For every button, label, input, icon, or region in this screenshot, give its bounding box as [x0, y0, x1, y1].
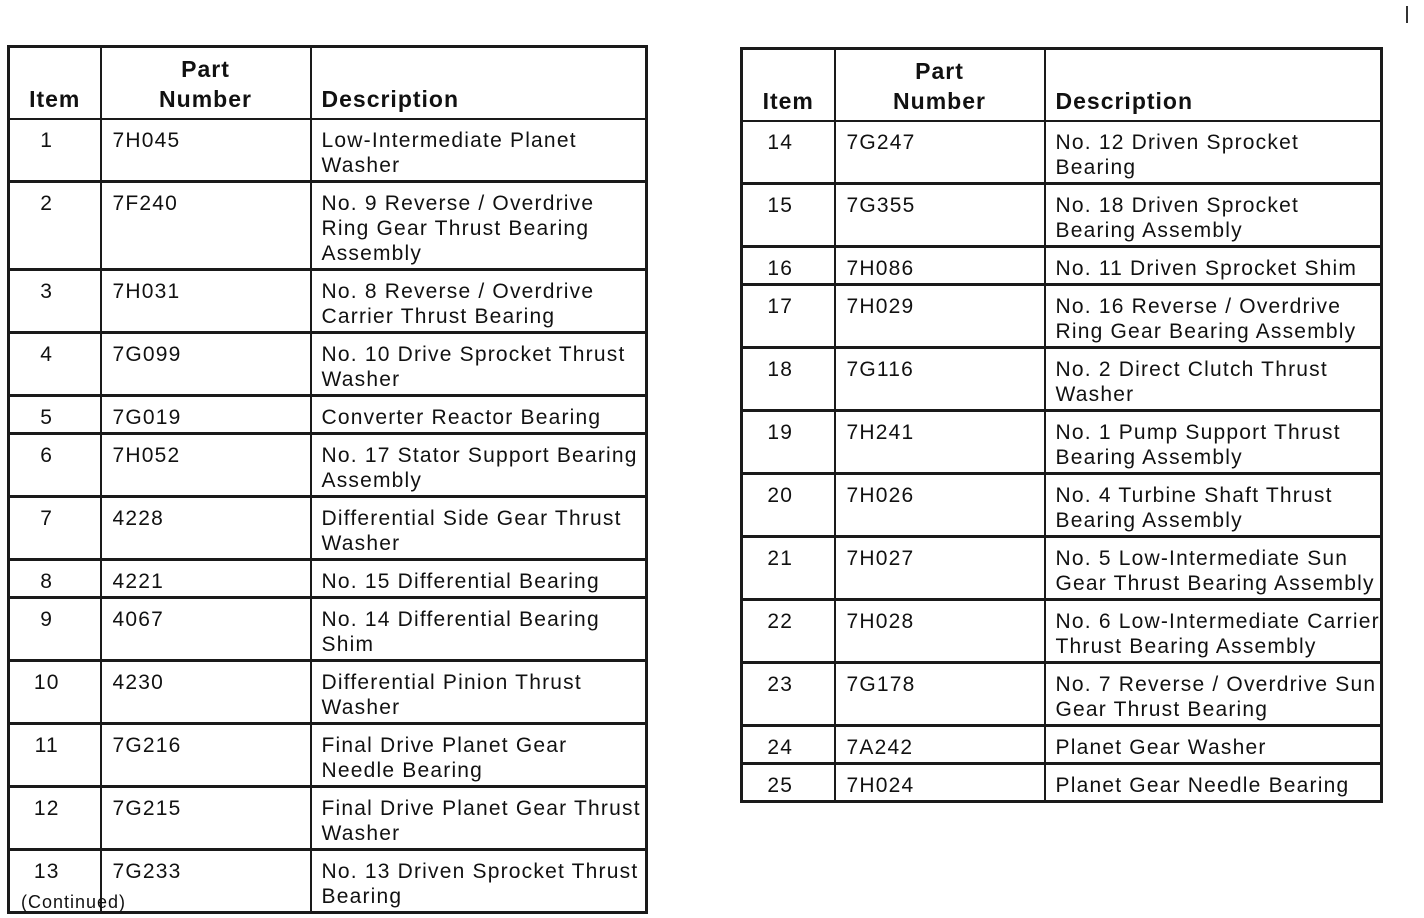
description-cell: Final Drive Planet Gear Thrust Washer [311, 786, 647, 849]
item-cell: 11 [9, 723, 101, 786]
description-cell: No. 12 Driven Sprocket Bearing [1045, 121, 1382, 184]
item-cell: 13 [9, 849, 101, 912]
table-row [742, 473, 1382, 536]
table-header-row [742, 49, 1382, 121]
part-number-cell: 7H031 [101, 269, 311, 332]
item-cell: 16 [742, 246, 835, 284]
description-cell: No. 10 Drive Sprocket Thrust Washer [311, 332, 647, 395]
table-row [9, 395, 647, 433]
description-cell: No. 5 Low-Intermediate Sun Gear Thrust Bearing Assembly [1045, 536, 1382, 599]
item-cell: 1 [9, 119, 101, 182]
table-row [9, 269, 647, 332]
item-cell: 24 [742, 725, 835, 763]
table-row [742, 536, 1382, 599]
description-cell: No. 17 Stator Support Bearing Assembly [311, 433, 647, 496]
part-number-cell: 7G216 [101, 723, 311, 786]
part-number-cell: 7G355 [835, 183, 1045, 246]
table-row [742, 662, 1382, 725]
item-cell: 25 [742, 763, 835, 801]
parts-table-right [740, 47, 1383, 803]
description-cell: Differential Side Gear Thrust Washer [311, 496, 647, 559]
item-cell: 21 [742, 536, 835, 599]
part-number-cell: 7H028 [835, 599, 1045, 662]
table-row [9, 660, 647, 723]
part-number-cell: 4221 [101, 559, 311, 597]
item-cell: 14 [742, 121, 835, 184]
description-cell: No. 7 Reverse / Overdrive Sun Gear Thrust Bearing [1045, 662, 1382, 725]
part-number-cell: 7F240 [101, 181, 311, 269]
header-part-number: Part Number [835, 49, 1045, 121]
part-number-cell: 7H029 [835, 284, 1045, 347]
table-row [9, 119, 647, 182]
description-cell: Final Drive Planet Gear Needle Bearing [311, 723, 647, 786]
description-cell: No. 14 Differential Bearing Shim [311, 597, 647, 660]
table-header-row [9, 47, 647, 119]
item-cell: 2 [9, 181, 101, 269]
table-row [9, 332, 647, 395]
item-cell: 23 [742, 662, 835, 725]
description-cell: No. 2 Direct Clutch Thrust Washer [1045, 347, 1382, 410]
part-number-cell: 7H024 [835, 763, 1045, 801]
table-row [742, 284, 1382, 347]
continued-note: (Continued) [21, 892, 127, 912]
item-cell: 5 [9, 395, 101, 433]
item-cell: 12 [9, 786, 101, 849]
description-cell: Planet Gear Washer [1045, 725, 1382, 763]
description-cell: Planet Gear Needle Bearing [1045, 763, 1382, 801]
part-number-cell: 7H026 [835, 473, 1045, 536]
table-row [742, 410, 1382, 473]
item-cell: 15 [742, 183, 835, 246]
description-cell: Converter Reactor Bearing [311, 395, 647, 433]
description-cell: No. 11 Driven Sprocket Shim [1045, 246, 1382, 284]
table-row [742, 599, 1382, 662]
table-row [9, 597, 647, 660]
table-row [9, 723, 647, 786]
table-row [742, 246, 1382, 284]
part-number-cell: 7G247 [835, 121, 1045, 184]
item-cell: 7 [9, 496, 101, 559]
item-cell: 10 [9, 660, 101, 723]
header-item: Item [742, 49, 835, 121]
description-cell: No. 18 Driven Sprocket Bearing Assembly [1045, 183, 1382, 246]
header-description: Description [1045, 49, 1382, 121]
description-cell: No. 16 Reverse / Overdrive Ring Gear Bearing Assembly [1045, 284, 1382, 347]
description-cell: Differential Pinion Thrust Washer [311, 660, 647, 723]
part-number-cell: 7H052 [101, 433, 311, 496]
description-cell: Low-Intermediate Planet Washer [311, 119, 647, 182]
part-number-cell: 7A242 [835, 725, 1045, 763]
part-number-cell: 7H086 [835, 246, 1045, 284]
description-cell: No. 9 Reverse / Overdrive Ring Gear Thrust Bearing Assembly [311, 181, 647, 269]
item-cell: 17 [742, 284, 835, 347]
item-cell: 18 [742, 347, 835, 410]
description-cell: No. 13 Driven Sprocket Thrust Bearing [311, 849, 647, 912]
table-row [742, 725, 1382, 763]
description-cell: No. 1 Pump Support Thrust Bearing Assembly [1045, 410, 1382, 473]
item-cell: 22 [742, 599, 835, 662]
item-cell: 3 [9, 269, 101, 332]
item-cell: 8 [9, 559, 101, 597]
table-row [742, 763, 1382, 801]
part-number-cell: 7G178 [835, 662, 1045, 725]
table-row [9, 559, 647, 597]
table-row [9, 181, 647, 269]
corner-mark [1406, 6, 1408, 23]
part-number-cell: 7H027 [835, 536, 1045, 599]
description-cell: No. 4 Turbine Shaft Thrust Bearing Assembly [1045, 473, 1382, 536]
header-item: Item [9, 47, 101, 119]
part-number-cell: 4228 [101, 496, 311, 559]
part-number-cell: 7H045 [101, 119, 311, 182]
part-number-cell: 7G233 [101, 849, 311, 912]
part-number-cell: 7G116 [835, 347, 1045, 410]
table-row [9, 496, 647, 559]
description-cell: No. 6 Low-Intermediate Carrier Thrust Bearing Assembly [1045, 599, 1382, 662]
parts-table-left [7, 45, 648, 914]
part-number-cell: 7H241 [835, 410, 1045, 473]
part-number-cell: 7G215 [101, 786, 311, 849]
item-cell: 6 [9, 433, 101, 496]
part-number-cell: 4067 [101, 597, 311, 660]
table-row [742, 121, 1382, 184]
description-cell: No. 15 Differential Bearing [311, 559, 647, 597]
item-cell: 9 [9, 597, 101, 660]
item-cell: 4 [9, 332, 101, 395]
table-row [742, 183, 1382, 246]
header-part-number: Part Number [101, 47, 311, 119]
item-cell: 19 [742, 410, 835, 473]
part-number-cell: 4230 [101, 660, 311, 723]
header-description: Description [311, 47, 647, 119]
table-row [9, 786, 647, 849]
item-cell: 20 [742, 473, 835, 536]
part-number-cell: 7G019 [101, 395, 311, 433]
table-row [9, 433, 647, 496]
part-number-cell: 7G099 [101, 332, 311, 395]
description-cell: No. 8 Reverse / Overdrive Carrier Thrust Bearing [311, 269, 647, 332]
table-row [742, 347, 1382, 410]
